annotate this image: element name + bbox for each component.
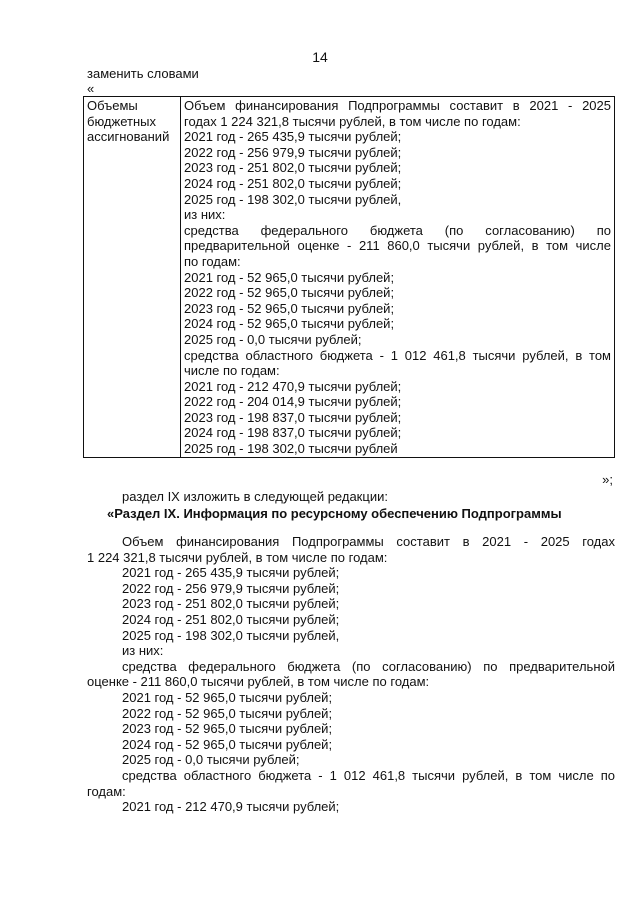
section-line: 2024 год - 52 965,0 тысячи рублей; bbox=[122, 736, 333, 752]
section-line: 2021 год - 52 965,0 тысячи рублей; bbox=[122, 689, 333, 705]
table-content-line: из них: bbox=[184, 207, 226, 223]
section-line: Объем финансирования Подпрограммы составит в 2021 - 2025 годах bbox=[122, 534, 615, 549]
section-line: 1 224 321,8 тысячи рублей, в том числе по годам: bbox=[87, 549, 388, 565]
section-line: годам: bbox=[87, 783, 126, 799]
table-content-line: по годам: bbox=[184, 253, 241, 269]
table-label-cell bbox=[84, 97, 181, 458]
section-line: 2023 год - 52 965,0 тысячи рублей; bbox=[122, 721, 333, 737]
table-content-cell bbox=[181, 97, 615, 458]
section-line: 2021 год - 265 435,9 тысячи рублей; bbox=[122, 565, 340, 581]
table-content-line: 2025 год - 198 302,0 тысячи рублей bbox=[184, 441, 398, 457]
table-content-line: 2021 год - 52 965,0 тысячи рублей; bbox=[184, 269, 395, 285]
table-content-line: 2021 год - 265 435,9 тысячи рублей; bbox=[184, 129, 402, 145]
table-content-line: 2024 год - 52 965,0 тысячи рублей; bbox=[184, 316, 395, 332]
table-content-line: 2021 год - 212 470,9 тысячи рублей; bbox=[184, 378, 402, 394]
section-line: 2022 год - 52 965,0 тысячи рублей; bbox=[122, 705, 333, 721]
section-line: средства областного бюджета - 1 012 461,8 тысячи рублей, в том числе по bbox=[122, 767, 615, 783]
table-label-line: ассигнований bbox=[87, 129, 170, 145]
table-content-line: предварительной оценке - 211 860,0 тысячи рублей, в том числе bbox=[184, 238, 611, 254]
table-content-line: Объем финансирования Подпрограммы составит в 2021 - 2025 bbox=[184, 98, 611, 113]
table-content-line: 2024 год - 198 837,0 тысячи рублей; bbox=[184, 425, 402, 441]
section-line: 2025 год - 0,0 тысячи рублей; bbox=[122, 752, 300, 768]
section-line: 2023 год - 251 802,0 тысячи рублей; bbox=[122, 596, 340, 612]
section-title: «Раздел IX. Информация по ресурсному обеспечению Подпрограммы bbox=[107, 506, 562, 521]
section-line: 2025 год - 198 302,0 тысячи рублей, bbox=[122, 627, 340, 643]
open-quote: « bbox=[87, 81, 95, 96]
close-quote: »; bbox=[602, 472, 613, 487]
table-content-line: 2023 год - 52 965,0 тысячи рублей; bbox=[184, 300, 395, 316]
table-content-line: 2025 год - 198 302,0 тысячи рублей, bbox=[184, 191, 402, 207]
table-content-line: 2022 год - 52 965,0 тысячи рублей; bbox=[184, 285, 395, 301]
table-label-line: бюджетных bbox=[87, 113, 156, 129]
table-content-line: 2022 год - 256 979,9 тысячи рублей; bbox=[184, 144, 402, 160]
budget-allocations-table bbox=[83, 96, 615, 458]
table-content-line: средства областного бюджета - 1 012 461,8 тысячи рублей, в том bbox=[184, 347, 611, 363]
table-content-line: средства федерального бюджета (по согласованию) по bbox=[184, 222, 611, 238]
table-content-line: 2024 год - 251 802,0 тысячи рублей; bbox=[184, 175, 402, 191]
instruction-text: раздел IX изложить в следующей редакции: bbox=[122, 489, 388, 504]
section-line: 2024 год - 251 802,0 тысячи рублей; bbox=[122, 611, 340, 627]
table-content-line: 2023 год - 198 837,0 тысячи рублей; bbox=[184, 409, 402, 425]
page-number: 14 bbox=[312, 49, 328, 65]
table-label-line: Объемы bbox=[87, 98, 138, 113]
table-content-line: числе по годам: bbox=[184, 363, 280, 379]
table-content-line: годах 1 224 321,8 тысячи рублей, в том числе по годам: bbox=[184, 113, 521, 129]
intro-text: заменить словами bbox=[87, 66, 199, 81]
table-content-line: 2025 год - 0,0 тысячи рублей; bbox=[184, 331, 362, 347]
section-body bbox=[87, 534, 615, 815]
section-line: средства федерального бюджета (по согласованию) по предварительной bbox=[122, 658, 615, 674]
table-content-line: 2023 год - 251 802,0 тысячи рублей; bbox=[184, 160, 402, 176]
section-line: из них: bbox=[122, 643, 164, 659]
section-line: 2022 год - 256 979,9 тысячи рублей; bbox=[122, 580, 340, 596]
section-line: оценке - 211 860,0 тысячи рублей, в том числе по годам: bbox=[87, 674, 430, 690]
table-content-line: 2022 год - 204 014,9 тысячи рублей; bbox=[184, 394, 402, 410]
table-row bbox=[84, 97, 615, 458]
section-line: 2021 год - 212 470,9 тысячи рублей; bbox=[122, 799, 340, 815]
